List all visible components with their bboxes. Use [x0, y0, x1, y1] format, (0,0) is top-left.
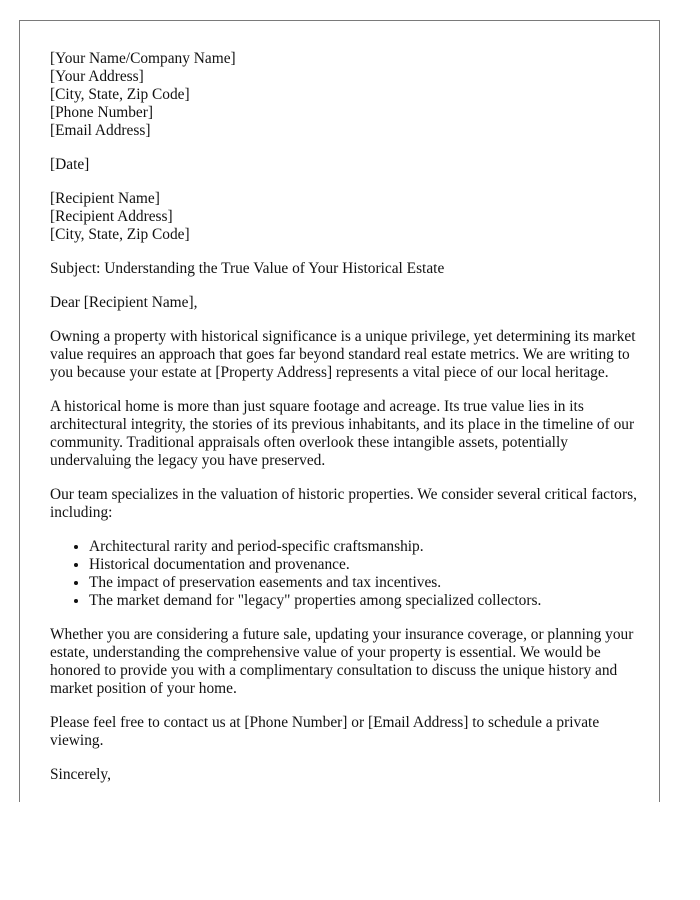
body-paragraph: A historical home is more than just square footage and acreage. Its true value lies in its architectural integrity, the stories of its previous inhabitants, and its place in the timeline of our community. Traditional appraisals often overlook these intangible assets, potentially undervaluing the legacy you have preserved. — [50, 398, 635, 469]
list-item: • The market demand for "legacy" properties among specialized collectors. — [89, 592, 638, 610]
salutation: Dear [Recipient Name], — [50, 294, 198, 311]
sender-city: [City, State, Zip Code] — [50, 86, 190, 103]
recipient-city: [City, State, Zip Code] — [50, 226, 190, 243]
list-item: • Historical documentation and provenance. — [89, 556, 638, 574]
body-paragraph: Please feel free to contact us at [Phone Number] or [Email Address] to schedule a private viewing. — [50, 714, 600, 749]
list-item: • The impact of preservation easements and tax incentives. — [89, 574, 638, 592]
subject-line: Subject: Understanding the True Value of Your Historical Estate — [50, 260, 445, 277]
factors-list — [50, 538, 638, 610]
list-item: • Architectural rarity and period-specific craftsmanship. — [89, 538, 638, 556]
body-paragraph: Whether you are considering a future sale, updating your insurance coverage, or planning your estate, understanding the comprehensive value of your property is essential. We would be honored to provide you with a complimentary consultation to discuss the unique history and market position of your home. — [50, 626, 634, 697]
sender-name: [Your Name/Company Name] — [50, 50, 236, 67]
letter-body — [50, 50, 638, 800]
sender-block — [50, 50, 638, 140]
recipient-block — [50, 190, 638, 244]
sender-phone: [Phone Number] — [50, 104, 154, 121]
letter-page — [19, 20, 660, 802]
recipient-name: [Recipient Name] — [50, 190, 160, 207]
body-paragraph: Owning a property with historical significance is a unique privilege, yet determining its market value requires an approach that goes far beyond standard real estate metrics. We are writing to you because your estate at [Property Address] represents a vital piece of our local heritage. — [50, 328, 636, 381]
sender-address: [Your Address] — [50, 68, 144, 85]
body-paragraph: Our team specializes in the valuation of historic properties. We consider several critical factors, including: — [50, 486, 637, 521]
letter-date: [Date] — [50, 156, 90, 173]
recipient-address: [Recipient Address] — [50, 208, 173, 225]
sender-email: [Email Address] — [50, 122, 151, 139]
signoff: Sincerely, — [50, 766, 111, 783]
